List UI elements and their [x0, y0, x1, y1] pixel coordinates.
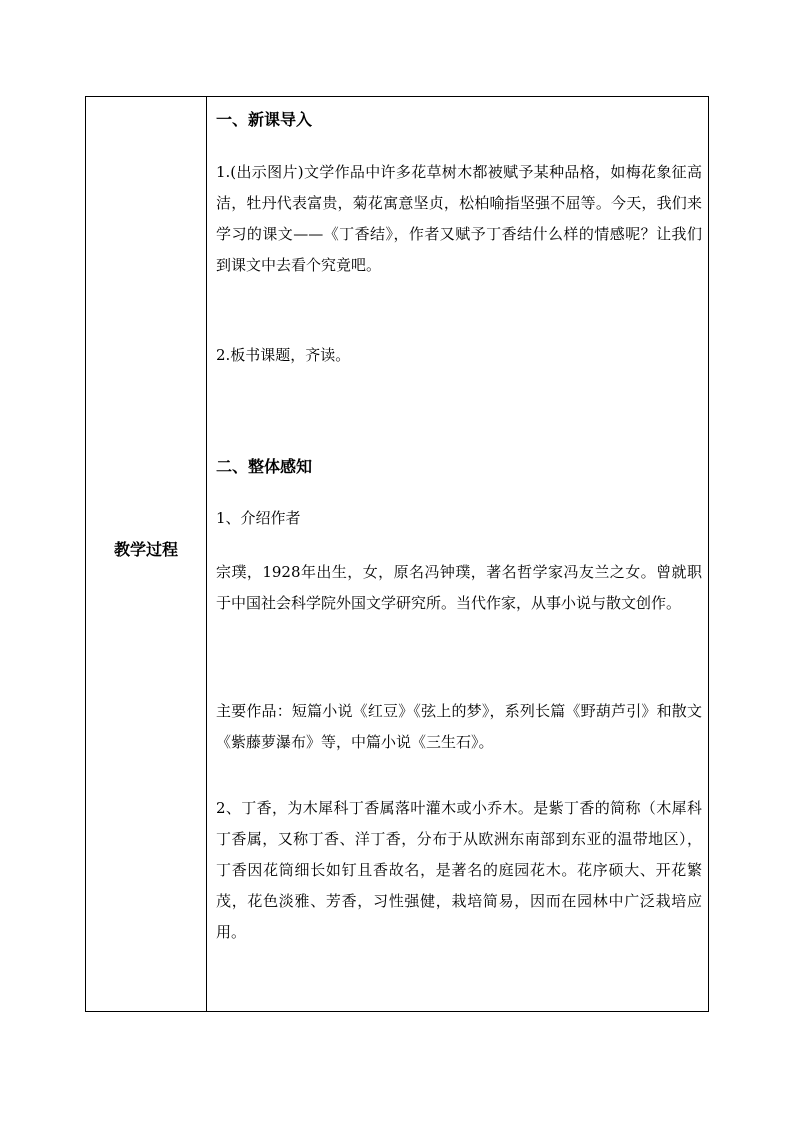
content-cell — [207, 97, 708, 1011]
lilac-paragraph: 2、丁香，为木犀科丁香属落叶灌木或小乔木。是紫丁香的简称（木犀科丁香属，又称丁香、洋丁香，分布于从欧洲东南部到东亚的温带地区），丁香因花筒细长如钉且香故名，是著名的庭园花木。花序硕大、开花繁茂，花色淡雅、芳香，习性强健，栽培简易，因而在园林中广泛栽培应用。 — [216, 799, 702, 941]
major-works-paragraph: 主要作品：短篇小说《红豆》《弦上的梦》，系列长篇《野葫芦引》和散文《紫藤萝瀑布》等，中篇小说《三生石》。 — [216, 702, 702, 751]
author-bio-paragraph: 宗璞，1928年出生，女，原名冯钟璞，著名哲学家冯友兰之女。曾就职于中国社会科学院外国文学研究所。当代作家，从事小说与散文创作。 — [216, 563, 702, 612]
author-intro-subheading: 1、介绍作者 — [216, 509, 301, 527]
intro-paragraph: 1.(出示图片)文学作品中许多花草树木都被赋予某种品格，如梅花象征高洁，牡丹代表富贵，菊花寓意坚贞，松柏喻指坚强不屈等。今天，我们来学习的课文——《丁香结》，作者又赋予丁香结什么样的情感呢？让我们到课文中去看个究竟吧。 — [216, 163, 702, 274]
row-label: 教学过程 — [113, 539, 178, 559]
row-label-cell — [86, 97, 207, 1011]
lesson-plan-table — [85, 96, 709, 1012]
section-heading-intro: 一、新课导入 — [216, 110, 313, 129]
section-heading-overview: 二、整体感知 — [216, 457, 313, 476]
board-title-paragraph: 2.板书课题，齐读。 — [216, 346, 351, 364]
